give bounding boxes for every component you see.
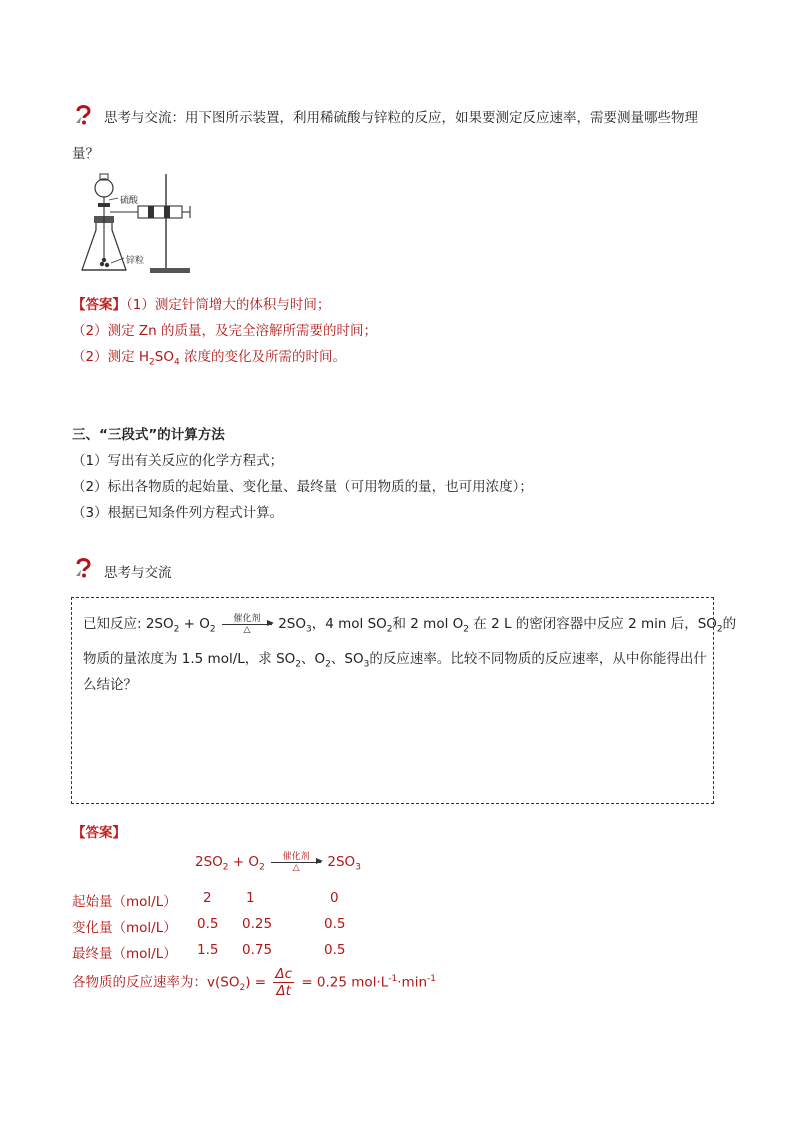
- question-mark-icon: [73, 556, 95, 578]
- row-start-label: 起始量（mol/L）: [72, 894, 177, 910]
- delta-fraction: $\frac{\Delta c}{\Delta t}$: [275, 966, 293, 999]
- row-final-label: 最终量（mol/L）: [72, 946, 177, 962]
- answer-1-line-3: （2）测定 $H_2SO_4$ 浓度的变化及所需的时间。: [72, 349, 347, 368]
- question-2-line-1: 已知反应: $2SO_2 + O_2$ 催化剂 △ $2SO_3$，4 mol $SO_2$和 2 mol $O_2$ 在 2 L 的密闭容器中反应 2 min 后，$SO_2$的: [83, 614, 737, 635]
- section-3-step-1: （1）写出有关反应的化学方程式；: [72, 453, 284, 469]
- section-3-title: 三、“三段式”的计算方法: [72, 427, 225, 443]
- reaction-arrow: 催化剂 △: [220, 614, 274, 634]
- question-mark-icon: [73, 103, 95, 125]
- question-1-line-2: 量？: [72, 146, 99, 162]
- answer-1-line-1: 【答案】（1）测定针筒增大的体积与时间；: [72, 297, 331, 313]
- question-1-line-1: 思考与交流：用下图所示装置，利用稀硫酸与锌粒的反应，如果要测定反应速率，需要测量哪些物理: [104, 110, 698, 126]
- section-3-step-3: （3）根据已知条件列方程式计算。: [72, 505, 284, 521]
- label-acid: 硫酸: [120, 196, 139, 206]
- answer-2-equation: $2SO_2 + O_2$ 催化剂 △ $2SO_3$: [195, 852, 361, 873]
- question-2-line-3: 么结论？: [83, 677, 137, 693]
- question-2-line-2: 物质的量浓度为 1.5 mol/L，求 $SO_2$、$O_2$、$SO_3$的反应速率。比较不同物质的反应速率，从中你能得出什: [83, 651, 707, 670]
- answer-tag: 【答案】: [72, 297, 126, 313]
- section-3-step-2: （2）标出各物质的起始量、变化量、最终量（可用物质的量，也可用浓度）；: [72, 479, 533, 495]
- answer-1-line-2: （2）测定 Zn 的质量，及完全溶解所需要的时间；: [72, 323, 377, 339]
- row-change-label: 变化量（mol/L）: [72, 920, 177, 936]
- label-zinc: 锌粒: [126, 256, 145, 266]
- rate-line: 各物质的反应速率为：$v(SO_2)$ = $\frac{\Delta c}{\Delta t}$ = 0.25 $mol\cdot L^{-1}\cdot\min^{-1}$: [72, 966, 436, 999]
- answer-2-tag: 【答案】: [72, 825, 126, 841]
- question-2-title: 思考与交流: [104, 565, 172, 581]
- reaction-arrow: 催化剂 △: [269, 852, 323, 872]
